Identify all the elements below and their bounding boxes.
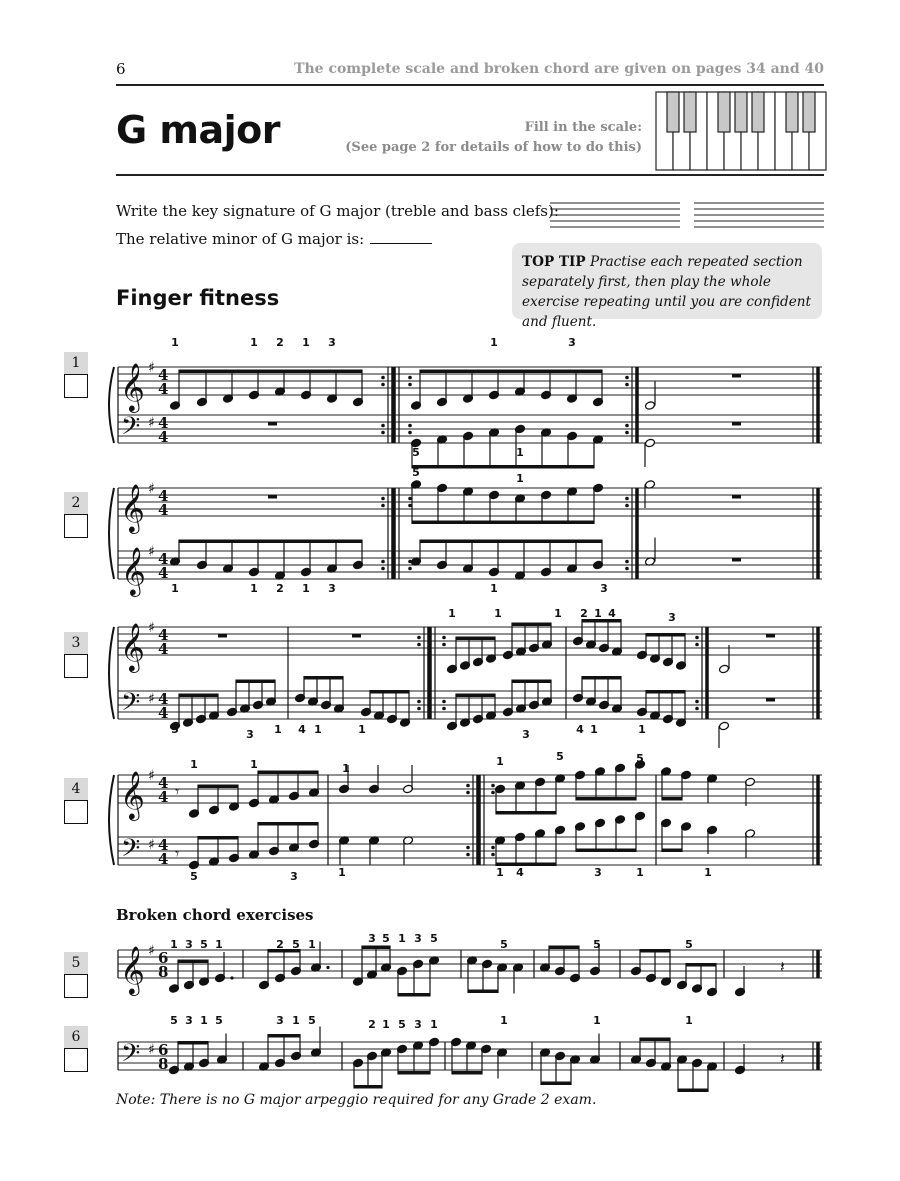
time-signature-bottom: 4 <box>158 704 169 722</box>
fingering-number: 2 <box>276 336 284 349</box>
fingering-number: 1 <box>292 1014 300 1027</box>
beam <box>496 811 556 815</box>
whole-rest <box>268 422 277 426</box>
repeat-dot <box>625 497 629 501</box>
note-head <box>645 438 656 448</box>
whole-rest <box>732 495 741 499</box>
repeat-dot <box>491 846 495 850</box>
repeat-dot <box>491 853 495 857</box>
beam <box>268 1034 300 1038</box>
repeat-dot <box>381 431 385 435</box>
exercise-number: 4 <box>64 778 88 800</box>
repeat-dot <box>695 636 699 640</box>
beam <box>412 465 594 469</box>
top-tip-text: Practise each repeated section separately first, then play the whole exercise repeating until you are confident and fluent. <box>522 254 812 330</box>
repeat-dot <box>442 707 446 711</box>
eighth-rest: 𝄾 <box>175 844 180 863</box>
beam <box>179 694 218 698</box>
time-signature-bottom: 4 <box>158 380 169 398</box>
fingering-number: 1 <box>200 1014 208 1027</box>
fingering-number: 3 <box>185 1014 193 1027</box>
beam <box>576 849 636 853</box>
fingering-number: 1 <box>636 866 644 879</box>
beam <box>678 1089 708 1093</box>
beam <box>576 797 636 801</box>
fingering-number: 5 <box>190 870 198 883</box>
beam <box>496 863 556 867</box>
repeat-dot <box>442 636 446 640</box>
fingering-number: 5 <box>170 1014 178 1027</box>
time-signature-bottom: 4 <box>158 788 169 806</box>
fingering-number: 2 <box>276 938 284 951</box>
whole-rest <box>766 634 775 638</box>
fingering-number: 3 <box>328 336 336 349</box>
fingering-number: 5 <box>556 750 564 763</box>
bass-clef: 𝄢 <box>121 412 141 447</box>
fingering-number: 3 <box>414 932 422 945</box>
beam <box>179 540 362 544</box>
bass-clef: 𝄢 <box>121 834 141 869</box>
beam <box>456 637 495 641</box>
beam <box>304 676 343 680</box>
beam <box>198 836 238 840</box>
fingering-number: 5 <box>412 466 420 479</box>
beam <box>549 946 579 950</box>
fingering-number: 1 <box>302 582 310 595</box>
beam <box>178 1041 208 1045</box>
repeat-dot <box>408 497 412 501</box>
repeat-dot <box>695 700 699 704</box>
dot <box>326 966 329 969</box>
sharp: ♯ <box>148 943 155 959</box>
repeat-dot <box>417 700 421 704</box>
time-signature-top: 4 <box>158 626 169 644</box>
repeat-dot <box>381 383 385 387</box>
time-signature-top: 4 <box>158 774 169 792</box>
key-signature-question: Write the key signature of G major (treble and bass clefs): <box>116 202 559 220</box>
time-signature-bottom: 4 <box>158 564 169 582</box>
fingering-number: 1 <box>494 607 502 620</box>
fingering-number: 1 <box>590 723 598 736</box>
repeat-dot <box>381 567 385 571</box>
treble-clef: 𝄞 <box>120 770 145 819</box>
beam <box>662 797 682 801</box>
repeat-dot <box>625 560 629 564</box>
exercise-number: 1 <box>64 352 88 374</box>
repeat-dot <box>442 700 446 704</box>
brace <box>109 367 114 443</box>
beam <box>354 1085 382 1089</box>
fingering-number: 4 <box>298 723 306 736</box>
time-signature-top: 4 <box>158 550 169 568</box>
fingering-number: 1 <box>398 932 406 945</box>
fingering-number: 1 <box>685 1014 693 1027</box>
fingering-number: 1 <box>308 938 316 951</box>
quarter-rest: 𝄽 <box>780 1049 785 1068</box>
fingering-number: 1 <box>594 607 602 620</box>
fingering-number: 5 <box>215 1014 223 1027</box>
fingering-number: 4 <box>576 723 584 736</box>
repeat-dot <box>695 643 699 647</box>
repeat-dot <box>625 567 629 571</box>
time-signature-bottom: 4 <box>158 640 169 658</box>
fingering-number: 1 <box>496 866 504 879</box>
exercise-number: 3 <box>64 632 88 654</box>
beam <box>258 771 318 775</box>
fingering-number: 1 <box>490 582 498 595</box>
fingering-number: 1 <box>250 582 258 595</box>
whole-rest <box>218 634 227 638</box>
fingering-number: 5 <box>412 446 420 459</box>
fingering-number: 3 <box>185 938 193 951</box>
fingering-number: 5 <box>593 938 601 951</box>
fingering-number: 5 <box>200 938 208 951</box>
fingering-number: 1 <box>302 336 310 349</box>
fingering-number: 5 <box>171 723 179 736</box>
fingering-number: 5 <box>308 1014 316 1027</box>
note-head <box>719 721 730 731</box>
fingering-number: 1 <box>250 336 258 349</box>
time-signature-bottom: 4 <box>158 501 169 519</box>
dot <box>230 976 233 979</box>
beam <box>362 946 390 950</box>
fingering-number: 1 <box>250 758 258 771</box>
treble-clef: 𝄞 <box>120 483 145 532</box>
fingering-number: 1 <box>170 938 178 951</box>
repeat-dot <box>408 424 412 428</box>
repeat-dot <box>625 424 629 428</box>
beam <box>398 1071 430 1075</box>
fingering-number: 1 <box>190 758 198 771</box>
beam <box>179 370 362 374</box>
fingering-number: 2 <box>580 607 588 620</box>
repeat-dot <box>381 497 385 501</box>
treble-clef: 𝄞 <box>121 546 146 595</box>
repeat-dot <box>381 424 385 428</box>
fingering-number: 3 <box>414 1018 422 1031</box>
fingering-number: 5 <box>382 932 390 945</box>
time-signature-top: 4 <box>158 487 169 505</box>
note-head <box>719 664 730 674</box>
fill-scale-hint: (See page 2 for details of how to do this) <box>345 140 642 155</box>
fingering-number: 3 <box>668 611 676 624</box>
fingering-number: 3 <box>522 728 530 741</box>
fingering-number: 1 <box>638 723 646 736</box>
fingering-number: 5 <box>685 938 693 951</box>
fingering-number: 3 <box>600 582 608 595</box>
beam <box>640 949 670 953</box>
fingering-number: 2 <box>276 582 284 595</box>
repeat-dot <box>466 846 470 850</box>
section-heading-finger-fitness: Finger fitness <box>116 286 280 310</box>
whole-rest <box>352 634 361 638</box>
sharp: ♯ <box>148 544 155 560</box>
time-signature-top: 6 <box>158 949 169 967</box>
repeat-dot <box>408 376 412 380</box>
treble-clef: 𝄞 <box>120 622 145 671</box>
whole-rest <box>732 422 741 426</box>
eighth-rest: 𝄾 <box>175 782 180 801</box>
repeat-dot <box>442 643 446 647</box>
beam <box>412 521 594 525</box>
time-signature-top: 4 <box>158 366 169 384</box>
fingering-number: 3 <box>368 932 376 945</box>
beam <box>686 963 716 967</box>
quarter-rest: 𝄽 <box>780 957 785 976</box>
repeat-dot <box>466 784 470 788</box>
fingering-number: 1 <box>171 582 179 595</box>
beam <box>420 370 602 374</box>
repeat-dot <box>408 431 412 435</box>
time-signature-top: 4 <box>158 836 169 854</box>
repeat-dot <box>381 376 385 380</box>
sharp: ♯ <box>148 837 155 853</box>
beam <box>398 993 430 997</box>
fingering-number: 5 <box>398 1018 406 1031</box>
brace <box>109 627 114 719</box>
fingering-number: 1 <box>490 336 498 349</box>
brace <box>109 775 114 865</box>
fingering-number: 1 <box>274 723 282 736</box>
fingering-number: 3 <box>568 336 576 349</box>
relative-minor-label: The relative minor of G major is: <box>116 230 365 248</box>
repeat-dot <box>408 383 412 387</box>
fingering-number: 5 <box>636 752 644 765</box>
fingering-number: 1 <box>314 723 322 736</box>
beam <box>198 785 238 789</box>
beam <box>541 1082 571 1086</box>
whole-rest <box>268 495 277 499</box>
repeat-dot <box>625 383 629 387</box>
sharp: ♯ <box>148 1042 155 1058</box>
repeat-dot <box>417 707 421 711</box>
repeat-dot <box>491 784 495 788</box>
repeat-dot <box>381 560 385 564</box>
fingering-number: 1 <box>593 1014 601 1027</box>
beam <box>420 540 602 544</box>
fingering-number: 3 <box>594 866 602 879</box>
fingering-number: 1 <box>704 866 712 879</box>
beam <box>236 680 275 684</box>
fingering-number: 2 <box>368 1018 376 1031</box>
exercise-number: 2 <box>64 492 88 514</box>
top-tip-label: TOP TIP <box>522 254 586 270</box>
page-number: 6 <box>116 60 126 78</box>
fingering-number: 5 <box>500 938 508 951</box>
time-signature-top: 4 <box>158 690 169 708</box>
repeat-dot <box>408 504 412 508</box>
exercise-number: 5 <box>64 952 88 974</box>
repeat-dot <box>408 567 412 571</box>
sharp: ♯ <box>148 415 155 431</box>
beam <box>512 680 551 684</box>
time-signature-top: 4 <box>158 414 169 432</box>
fingering-number: 4 <box>608 607 616 620</box>
fingering-number: 1 <box>382 1018 390 1031</box>
note-head <box>645 401 656 411</box>
beam <box>456 694 495 698</box>
beam <box>662 849 682 853</box>
footer-note: Note: There is no G major arpeggio required for any Grade 2 exam. <box>116 1092 597 1108</box>
fill-scale-label: Fill in the scale: <box>524 120 642 135</box>
fingering-number: 1 <box>448 607 456 620</box>
fingering-number: 5 <box>430 932 438 945</box>
header-note: The complete scale and broken chord are given on pages 34 and 40 <box>294 61 824 77</box>
fingering-number: 1 <box>215 938 223 951</box>
repeat-dot <box>625 376 629 380</box>
beam <box>370 690 409 694</box>
sharp: ♯ <box>148 481 155 497</box>
fingering-number: 1 <box>358 723 366 736</box>
sharp: ♯ <box>148 691 155 707</box>
fingering-number: 1 <box>338 866 346 879</box>
sharp: ♯ <box>148 360 155 376</box>
sharp: ♯ <box>148 768 155 784</box>
fingering-number: 1 <box>496 755 504 768</box>
repeat-dot <box>466 853 470 857</box>
repeat-dot <box>381 504 385 508</box>
whole-rest <box>766 698 775 702</box>
beam <box>512 623 551 627</box>
repeat-dot <box>491 791 495 795</box>
bass-clef: 𝄢 <box>121 1039 141 1074</box>
beam <box>646 633 685 637</box>
brace <box>109 488 114 579</box>
fingering-number: 1 <box>554 607 562 620</box>
repeat-dot <box>417 643 421 647</box>
fingering-number: 3 <box>276 1014 284 1027</box>
time-signature-bottom: 4 <box>158 850 169 868</box>
fingering-number: 3 <box>246 728 254 741</box>
repeat-dot <box>466 791 470 795</box>
repeat-dot <box>695 707 699 711</box>
fingering-number: 1 <box>171 336 179 349</box>
beam <box>178 960 208 964</box>
repeat-dot <box>625 504 629 508</box>
fingering-number: 1 <box>516 472 524 485</box>
fingering-number: 3 <box>328 582 336 595</box>
fingering-number: 3 <box>290 870 298 883</box>
time-signature-top: 6 <box>158 1041 169 1059</box>
repeat-dot <box>417 636 421 640</box>
fingering-number: 4 <box>516 866 524 879</box>
page-title: G major <box>116 108 281 152</box>
beam <box>452 1071 482 1075</box>
treble-clef: 𝄞 <box>120 362 145 411</box>
beam <box>258 822 318 826</box>
beam <box>646 690 685 694</box>
fingering-number: 1 <box>430 1018 438 1031</box>
fingering-number: 1 <box>516 446 524 459</box>
treble-clef: 𝄞 <box>120 945 145 994</box>
whole-rest <box>732 374 741 378</box>
time-signature-bottom: 4 <box>158 428 169 446</box>
section-heading-broken-chords: Broken chord exercises <box>116 906 314 924</box>
beam <box>582 676 621 680</box>
sharp: ♯ <box>148 620 155 636</box>
exercise-number: 6 <box>64 1026 88 1048</box>
time-signature-bottom: 8 <box>158 963 169 981</box>
fingering-number: 1 <box>500 1014 508 1027</box>
beam <box>468 990 498 994</box>
time-signature-bottom: 8 <box>158 1055 169 1073</box>
repeat-dot <box>625 431 629 435</box>
bass-clef: 𝄢 <box>121 688 141 723</box>
whole-rest <box>732 558 741 562</box>
fingering-number: 5 <box>292 938 300 951</box>
beam <box>640 1038 670 1042</box>
fingering-number: 1 <box>342 762 350 775</box>
